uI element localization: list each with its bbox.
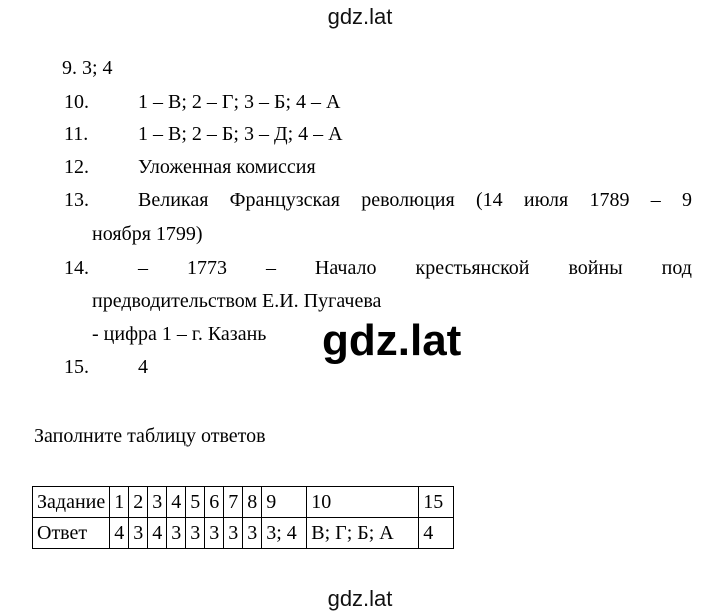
- word: Французская: [229, 189, 340, 211]
- word: Начало: [314, 257, 377, 279]
- table-answer-label: Ответ: [33, 518, 110, 549]
- word: (14: [475, 189, 503, 211]
- task-cell: 7: [224, 487, 243, 518]
- task-cell: 5: [186, 487, 205, 518]
- answer-cell: 3: [243, 518, 262, 549]
- word: 1773: [186, 257, 227, 279]
- word: крестьянской: [415, 257, 530, 279]
- task-cell: 4: [167, 487, 186, 518]
- answer-text-14: [138, 256, 692, 280]
- answer-cell: 3; 4: [262, 518, 307, 549]
- answer-text-10: 1 – В; 2 – Г; 3 – Б; 4 – А: [138, 91, 341, 113]
- answer-number-10: 10.: [64, 91, 89, 113]
- answer-text-14-sub: - цифра 1 – г. Казань: [92, 323, 267, 345]
- task-cell: 9: [262, 487, 307, 518]
- task-cell: 3: [148, 487, 167, 518]
- word: июля: [523, 189, 569, 211]
- answer-cell: 4: [110, 518, 129, 549]
- answer-cell: 3: [167, 518, 186, 549]
- table-header-label: Задание: [33, 487, 110, 518]
- table-instruction: Заполните таблицу ответов: [34, 425, 266, 447]
- answer-cell: 3: [129, 518, 148, 549]
- table-row-tasks: [33, 487, 454, 518]
- word: войны: [568, 257, 623, 279]
- task-cell: 6: [205, 487, 224, 518]
- answer-text-15: 4: [138, 356, 148, 378]
- task-cell: 2: [129, 487, 148, 518]
- answer-cell: В; Г; Б; А: [307, 518, 419, 549]
- answer-cell: 3: [224, 518, 243, 549]
- answer-number-14: 14.: [64, 257, 89, 279]
- answer-number-15: 15.: [64, 356, 89, 378]
- answer-cell: 3: [205, 518, 224, 549]
- word: Великая: [138, 189, 209, 211]
- task-cell: 10: [307, 487, 419, 518]
- answers-table: [32, 486, 454, 549]
- watermark-bottom: gdz.lat: [327, 586, 393, 611]
- task-cell: 15: [419, 487, 454, 518]
- answer-cell: 4: [419, 518, 454, 549]
- answer-cell: 4: [148, 518, 167, 549]
- answer-text-13: [138, 188, 692, 212]
- watermark-center: gdz.lat: [322, 316, 462, 365]
- word: под: [661, 257, 692, 279]
- task-cell: 8: [243, 487, 262, 518]
- answer-text-14-continued: предводительством Е.И. Пугачева: [92, 290, 382, 312]
- word: –: [138, 257, 148, 279]
- answer-item-9: 9. 3; 4: [62, 57, 113, 79]
- answer-cell: 3: [186, 518, 205, 549]
- word: революция: [361, 189, 455, 211]
- answer-number-11: 11.: [64, 123, 89, 145]
- word: 9: [681, 189, 692, 211]
- answer-number-13: 13.: [64, 189, 89, 211]
- task-cell: 1: [110, 487, 129, 518]
- answer-text-11: 1 – В; 2 – Б; 3 – Д; 4 – А: [138, 123, 343, 145]
- table-row-answers: [33, 518, 454, 549]
- word: –: [650, 189, 661, 211]
- answer-number-12: 12.: [64, 156, 89, 178]
- word: –: [265, 257, 276, 279]
- watermark-top: gdz.lat: [327, 4, 393, 29]
- word: 1789: [589, 189, 630, 211]
- answer-text-13-continued: ноября 1799): [92, 223, 203, 245]
- answer-text-12: Уложенная комиссия: [138, 156, 316, 178]
